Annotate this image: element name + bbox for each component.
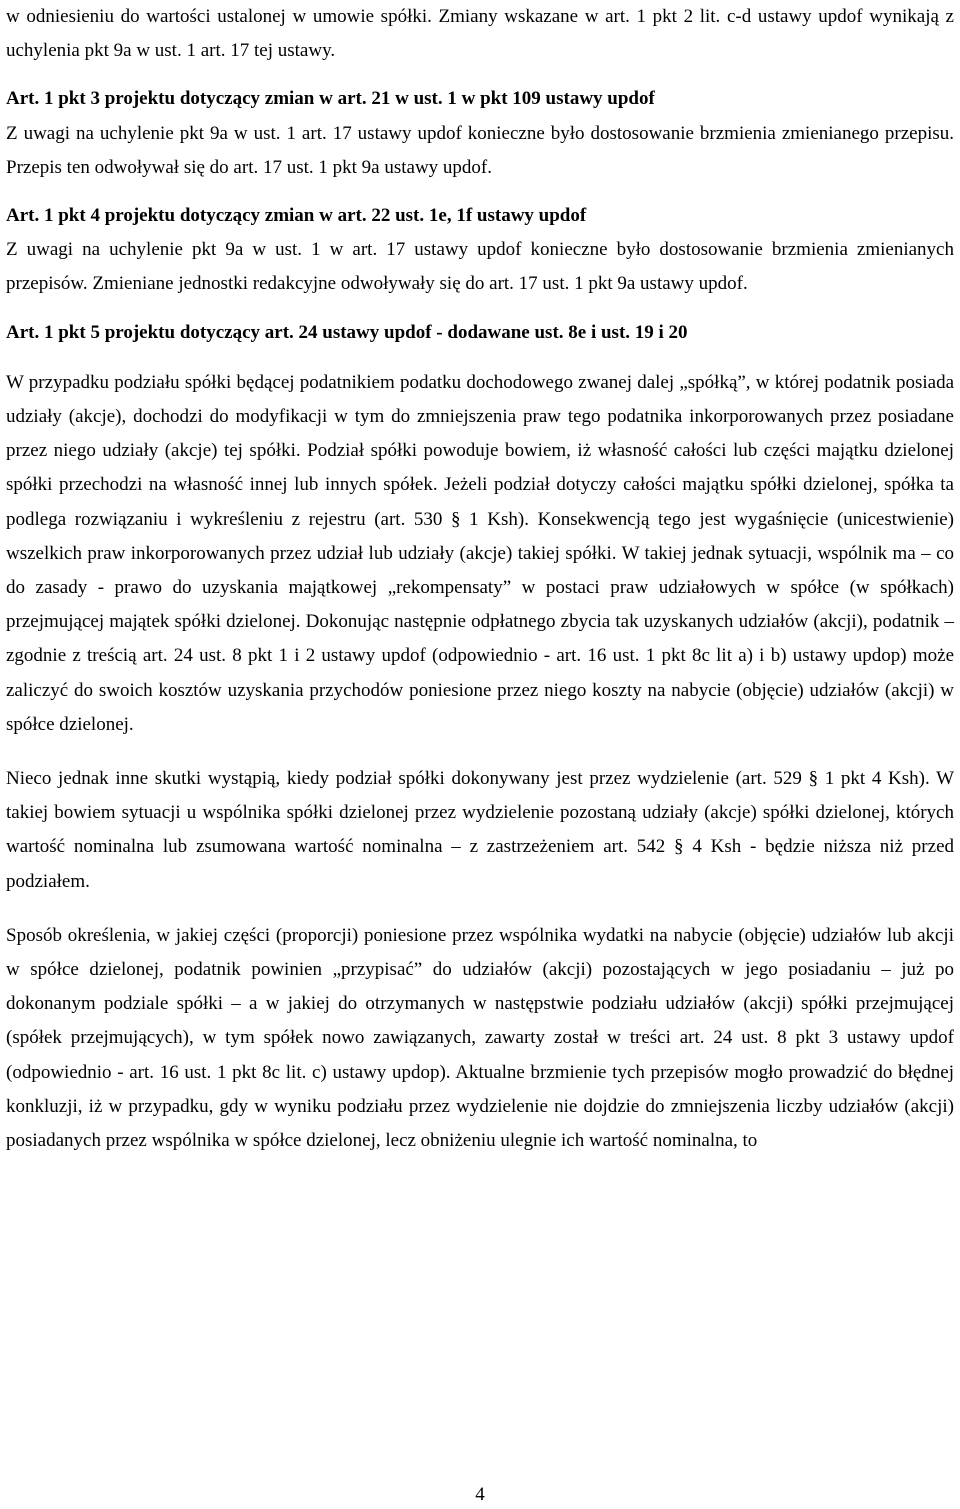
section-paragraph: Nieco jednak inne skutki wystąpią, kiedy podział spółki dokonywany jest przez wydzielenie (art. 529 § 1 pkt 4 Ksh). W takiej bowiem sytuacji u wspólnika spółki dzielonej przez wydzielenie pozostaną udziały (akcje) spółki dzielonej, których wartość nominalna lub zsumowana wartość nominalna – z zastrzeżeniem art. 542 § 4 Ksh - będzie niższa niż przed podziałem. [6,768,954,892]
section-paragraph: Sposób określenia, w jakiej części (proporcji) poniesione przez wspólnika wydatki na nabycie (objęcie) udziałów lub akcji w spółce dzielonej, podatnik powinien „przypisać” do udziałów (akcji) pozostających w jego posiadaniu – już po dokonanym podziale spółki – a w jakiej do otrzymanych w następstwie podziału udziałów (akcji) spółki przejmującej (spółek przejmujących), w tym spółek nowo zawiązanych, zawarty został w treści art. 24 ust. 8 pkt 3 ustawy updof (odpowiednio - art. 16 ust. 1 pkt 8c lit. c) ustawy updop). Aktualne brzmienie tych przepisów mogło prowadzić do błędnej konkluzji, iż w przypadku, gdy w wyniku podziału przez wydzielenie nie dojdzie do zmniejszenia liczby udziałów (akcji) posiadanych przez wspólnika w spółce dzielonej, lecz obniżeniu ulegnie ich wartość nominalna, to [6,924,954,1152]
section-heading-art1-pkt5: Art. 1 pkt 5 projektu dotyczący art. 24 ustawy updof - dodawane ust. 8e i ust. 19 i 20 [6,321,688,343]
section-paragraph: Z uwagi na uchylenie pkt 9a w ust. 1 art. 17 ustawy updof konieczne było dostosowanie brzmienia zmienianego przepisu. Przepis ten odwoływał się do art. 17 ust. 1 pkt 9a ustawy updof. [6,122,954,178]
page-number: 4 [475,1484,485,1505]
section-paragraph: Z uwagi na uchylenie pkt 9a w ust. 1 w art. 17 ustawy updof konieczne było dostosowanie brzmienia zmienianych przepisów. Zmieniane jednostki redakcyjne odwoływały się do art. 17 ust. 1 pkt 9a ustawy updof. [6,239,954,295]
section-heading-art1-pkt4: Art. 1 pkt 4 projektu dotyczący zmian w art. 22 ust. 1e, 1f ustawy updof [6,205,587,227]
section-paragraph: W przypadku podziału spółki będącej podatnikiem podatku dochodowego zwanej dalej „spółką”, w której podatnik posiada udziały (akcje), dochodzi do modyfikacji w tym do zmniejszenia praw tego podatnika inkorporowanych przez posiadane przez niego udziały (akcje) tej spółki. Podział spółki powoduje bowiem, iż własność całości lub części majątku dzielonej spółki przechodzi na własność innej lub innych spółek. Jeżeli podział dotyczy całości majątku spółki dzielonej, spółka ta podlega rozwiązaniu i wykreśleniu z rejestru (art. 530 § 1 Ksh). Konsekwencją tego jest wygaśnięcie (unicestwienie) wszelkich praw inkorporowanych przez udział lub udziały (akcje) takiej spółki. W takiej jednak sytuacji, wspólnik ma – co do zasady - prawo do uzyskania majątkowej „rekompensaty” w postaci praw udziałowych w spółce (w spółkach) przejmującej majątek spółki dzielonej. Dokonując następnie odpłatnego zbycia tak uzyskanych udziałów (akcji), podatnik – zgodnie z treścią art. 24 ust. 8 pkt 1 i 2 ustawy updof (odpowiednio - art. 16 ust. 1 pkt 8c lit a) i b) ustawy updop) może zaliczyć do swoich kosztów uzyskania przychodów poniesione przez niego koszty na nabycie (objęcie) udziałów (akcji) w spółce dzielonej. [6,371,954,735]
intro-paragraph: w odniesieniu do wartości ustalonej w umowie spółki. Zmiany wskazane w art. 1 pkt 2 lit. c-d ustawy updof wynikają z uchylenia pkt 9a w ust. 1 art. 17 tej ustawy. [6,6,954,62]
document-page [6,0,954,1158]
section-heading-art1-pkt3: Art. 1 pkt 3 projektu dotyczący zmian w art. 21 w ust. 1 w pkt 109 ustawy updof [6,88,655,110]
